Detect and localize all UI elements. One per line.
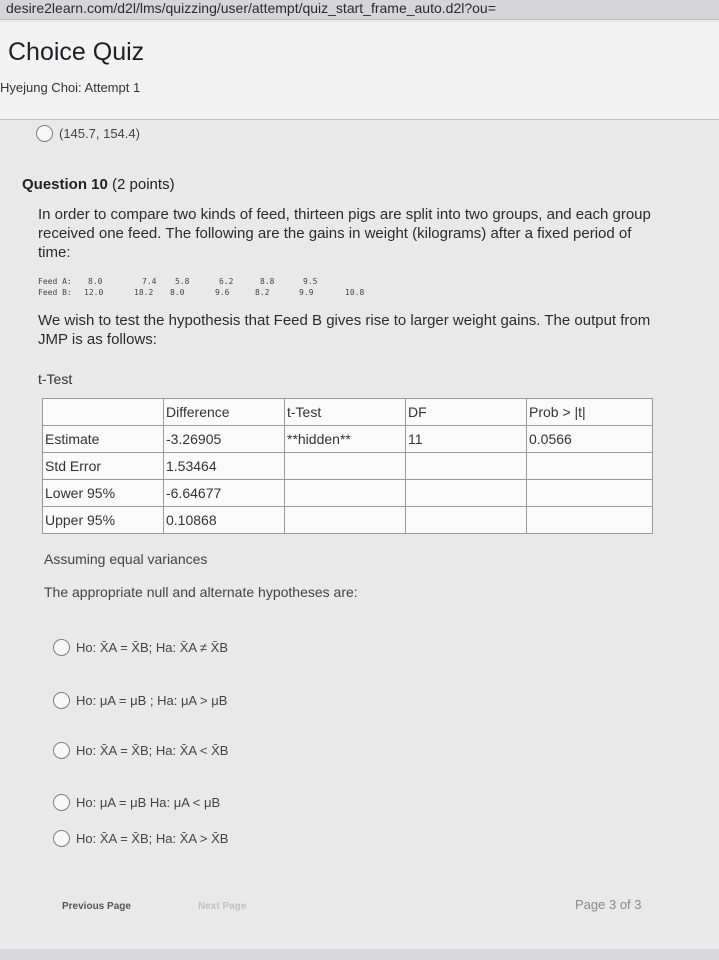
table-cell bbox=[527, 507, 653, 534]
jmp-output-table bbox=[42, 398, 653, 534]
table-cell bbox=[406, 453, 527, 480]
radio-button[interactable] bbox=[53, 794, 70, 811]
table-cell bbox=[285, 453, 406, 480]
question-heading bbox=[22, 176, 175, 193]
feed-a-value: 5.8 bbox=[175, 277, 190, 286]
feed-b-value: 8.2 bbox=[255, 288, 270, 297]
feed-a-value: 8.0 bbox=[88, 277, 103, 286]
row-label: Estimate bbox=[43, 426, 164, 453]
question-number: Question 10 bbox=[22, 176, 108, 193]
feed-b-value: 9.6 bbox=[215, 288, 230, 297]
feed-b-value: 9.9 bbox=[299, 288, 314, 297]
attempt-label: Hyejung Choi: Attempt 1 bbox=[0, 80, 141, 95]
table-row bbox=[43, 480, 653, 507]
table-cell: **hidden** bbox=[285, 426, 406, 453]
feed-a-value: 8.8 bbox=[260, 277, 275, 286]
radio-button[interactable] bbox=[53, 639, 70, 656]
header-cell: t-Test bbox=[285, 399, 406, 426]
feed-a-value: 9.5 bbox=[303, 277, 318, 286]
radio-button[interactable] bbox=[53, 692, 70, 709]
header-cell: DF bbox=[406, 399, 527, 426]
table-cell: 0.10868 bbox=[164, 507, 285, 534]
header-cell bbox=[43, 399, 164, 426]
option-label: Ho: X̄A = X̄B; Ha: X̄A > X̄B bbox=[76, 831, 229, 846]
table-row bbox=[43, 507, 653, 534]
table-cell bbox=[527, 480, 653, 507]
page-indicator: Page 3 of 3 bbox=[575, 897, 642, 912]
browser-url-bar[interactable]: desire2learn.com/d2l/lms/quizzing/user/attempt/quiz_start_frame_auto.d2l?ou= bbox=[0, 0, 719, 20]
table-cell bbox=[406, 480, 527, 507]
row-label: Std Error bbox=[43, 453, 164, 480]
table-cell: 11 bbox=[406, 426, 527, 453]
assumption-note: Assuming equal variances bbox=[44, 551, 208, 567]
page-title: Choice Quiz bbox=[8, 38, 145, 66]
option-label: Ho: μA = μB ; Ha: μA > μB bbox=[76, 693, 228, 708]
header-cell: Prob > |t| bbox=[527, 399, 653, 426]
radio-button[interactable] bbox=[53, 742, 70, 759]
feed-a-row bbox=[38, 277, 378, 288]
table-cell bbox=[285, 480, 406, 507]
previous-page-button[interactable]: Previous Page bbox=[62, 901, 131, 912]
feed-a-label: Feed A: bbox=[38, 277, 72, 286]
feed-data bbox=[38, 277, 378, 299]
feed-b-row bbox=[38, 288, 378, 299]
option-label: Ho: X̄A = X̄B; Ha: X̄A < X̄B bbox=[76, 743, 229, 758]
table-cell: 1.53464 bbox=[164, 453, 285, 480]
question-points: (2 points) bbox=[112, 176, 175, 193]
bottom-divider bbox=[0, 949, 719, 960]
row-label: Lower 95% bbox=[43, 480, 164, 507]
radio-button[interactable] bbox=[53, 830, 70, 847]
previous-question-option[interactable] bbox=[36, 125, 140, 142]
table-header-row bbox=[43, 399, 653, 426]
table-cell: -6.64677 bbox=[164, 480, 285, 507]
option-label: Ho: X̄A = X̄B; Ha: X̄A ≠ X̄B bbox=[76, 640, 229, 655]
answer-option[interactable] bbox=[53, 742, 228, 759]
hypothesis-statement: We wish to test the hypothesis that Feed B gives rise to larger weight gains. The output from JMP is as follows: bbox=[38, 312, 651, 348]
question-text: In order to compare two kinds of feed, thirteen pigs are split into two groups, and each group received one feed. The following are the gains in weight (kilograms) after a fixed period of time: bbox=[38, 206, 651, 261]
answer-option[interactable] bbox=[53, 830, 228, 847]
row-label: Upper 95% bbox=[43, 507, 164, 534]
option-label: Ho: μA = μB Ha: μA < μB bbox=[76, 795, 221, 810]
header-cell: Difference bbox=[164, 399, 285, 426]
table-cell: 0.0566 bbox=[527, 426, 653, 453]
table-cell bbox=[527, 453, 653, 480]
table-row bbox=[43, 426, 653, 453]
table-cell bbox=[285, 507, 406, 534]
next-page-button[interactable]: Next Page bbox=[198, 901, 247, 912]
feed-b-value: 18.2 bbox=[134, 288, 154, 297]
answer-option[interactable] bbox=[53, 692, 227, 709]
feed-a-value: 7.4 bbox=[142, 277, 157, 286]
table-cell bbox=[406, 507, 527, 534]
feed-b-value: 10.8 bbox=[345, 288, 365, 297]
feed-a-value: 6.2 bbox=[219, 277, 234, 286]
output-label: t-Test bbox=[38, 371, 73, 387]
feed-b-label: Feed B: bbox=[38, 288, 72, 297]
feed-b-value: 8.0 bbox=[170, 288, 185, 297]
option-label: (145.7, 154.4) bbox=[59, 126, 140, 141]
feed-b-value: 12.0 bbox=[84, 288, 104, 297]
radio-button[interactable] bbox=[36, 125, 53, 142]
answer-option[interactable] bbox=[53, 639, 228, 656]
quiz-header bbox=[0, 22, 719, 120]
question-prompt: The appropriate null and alternate hypotheses are: bbox=[44, 584, 358, 600]
quiz-content bbox=[0, 121, 719, 960]
table-row bbox=[43, 453, 653, 480]
answer-option[interactable] bbox=[53, 794, 220, 811]
table-cell: -3.26905 bbox=[164, 426, 285, 453]
